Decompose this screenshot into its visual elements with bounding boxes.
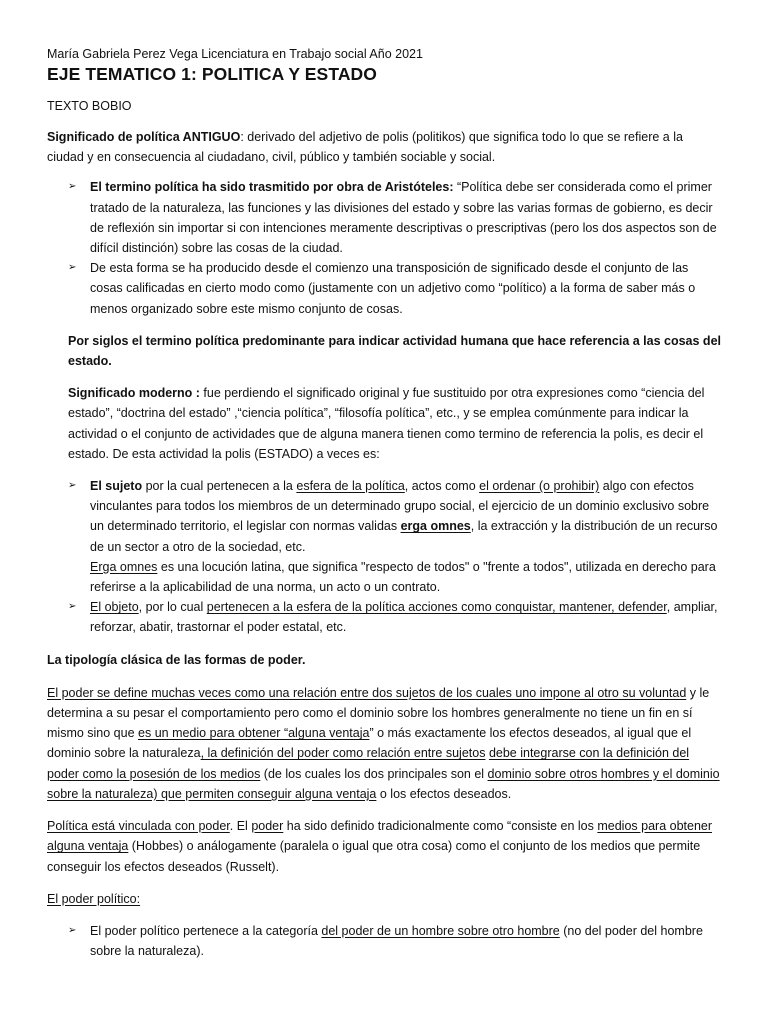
paragraph-antiguo: [47, 127, 723, 167]
vinculada-underline: Política está vinculada con poder: [47, 819, 230, 834]
paragraph-moderno: [47, 383, 723, 464]
objeto-underline: pertenecen a la esfera de la política acciones como conquistar, mantener, defender: [206, 600, 667, 615]
bullet-list-poder-politico: [47, 921, 723, 961]
poder-underline: , la definición del poder como relación entre sujetos: [200, 746, 486, 761]
erga-omnes-term: erga omnes: [400, 519, 471, 534]
poder-text: y le determina a su pesar el comportamiento pero como el dominio sobre los hombres generalmente no tiene un fin en sí mismo sino que: [47, 685, 710, 741]
arrow-bullet-icon: ➢: [68, 601, 77, 613]
paragraph-siglos: [47, 331, 723, 371]
poder-politico-heading: El poder político:: [47, 891, 141, 906]
tipologia-text: La tipología clásica de las formas de poder.: [47, 652, 306, 667]
poder-text: ” o más exactamente los efectos deseados, al igual que el dominio sobre la naturaleza: [47, 726, 692, 761]
heading-poder-politico: [47, 889, 723, 909]
list-item: [68, 258, 723, 319]
vinculada-text: . El: [229, 819, 252, 834]
poder-politico-text: El poder político pertenece a la categoría: [90, 923, 322, 938]
antiguo-text: : derivado del adjetivo de polis (politikos) que significa todo lo que se refiere a la ciudad y en consecuencia al ciudadano, civil, público y también sociable y social.: [47, 130, 683, 165]
poder-text: o los efectos deseados.: [376, 786, 512, 801]
sujeto-text: , actos como: [404, 479, 480, 494]
vinculada-text: ha sido definido tradicionalmente como “consiste en los: [283, 819, 598, 834]
author-line: María Gabriela Perez Vega Licenciatura en Trabajo social Año 2021: [47, 47, 423, 61]
arrow-bullet-icon: ➢: [68, 262, 77, 274]
poder-underline: debe integrarse con la definición del poder como la posesión de los medios: [47, 746, 690, 781]
moderno-text: fue perdiendo el significado original y fue sustituido por otra expresiones como “ciencia del estado”, “doctrina del estado” ,“ciencia política”, “filosofía política”, etc., y se emplea comúnmente para indicar la actividad o el conjunto de actividades que de alguna manera tienen como termino de referencia la polis, es decir el estado. De esta actividad la polis (ESTADO) a veces es:: [68, 386, 705, 461]
list-item: [68, 921, 723, 961]
erga-omnes-definition: es una locución latina, que significa "respecto de todos" o "frente a todos", utilizada en derecho para referirse a la aplicabilidad de una norma, un acto o un contrato.: [90, 559, 716, 595]
objeto-text: , ampliar, reforzar, abatir, trastornar el poder estatal, etc.: [90, 600, 718, 635]
paragraph-vinculada: [47, 816, 723, 877]
poder-politico-underline: del poder de un hombre sobre otro hombre: [321, 923, 560, 938]
bullet-list-aristoteles: [47, 177, 723, 318]
objeto-text: , por lo cual: [138, 600, 207, 615]
sujeto-text: por la cual pertenecen a la: [142, 479, 297, 494]
poder-underline: El poder se define muchas veces como una relación entre dos sujetos de los cuales uno impone al otro su voluntad: [47, 685, 687, 700]
sujeto-underline: esfera de la política: [296, 479, 405, 494]
document-title: EJE TEMATICO 1: POLITICA Y ESTADO: [47, 64, 378, 84]
list-item: [68, 177, 723, 258]
list-item-sujeto: [68, 476, 723, 597]
list-item-text: De esta forma se ha producido desde el comienzo una transposición de significado desde el conjunto de las cosas calificadas en cierto modo como (justamente con un adjetivo como “político) a la forma de saber más o menos organizado sobre este mismo conjunto de cosas.: [90, 261, 696, 316]
text-source: TEXTO BOBIO: [47, 99, 132, 113]
list-item-bold: El termino política ha sido trasmitido por obra de Aristóteles:: [90, 180, 454, 195]
poder-text: (de los cuales los dos principales son el: [260, 766, 488, 781]
sujeto-bold: El sujeto: [90, 479, 143, 494]
arrow-bullet-icon: ➢: [68, 181, 77, 193]
vinculada-underline: poder: [251, 819, 284, 834]
arrow-bullet-icon: ➢: [68, 924, 77, 936]
list-item-text: “Política debe ser considerada como el primer tratado de la naturaleza, las funciones y las divisiones del estado y sobre las varias formas de gobierno, es decir de reflexión sin importar si con intenciones meramente descriptivas o prescriptivas (pero los dos aspectos son de difícil distinción) sobre las cosas de la ciudad.: [90, 180, 717, 256]
antiguo-label: Significado de política ANTIGUO: [47, 130, 241, 144]
paragraph-poder: [47, 683, 723, 804]
erga-omnes-definition-term: Erga omnes: [90, 559, 158, 574]
sujeto-text: , la extracción y la distribución de un recurso de un sector a otro de la sociedad, etc.: [90, 519, 718, 554]
arrow-bullet-icon: ➢: [68, 480, 77, 492]
vinculada-text: (Hobbes) o análogamente (paralela o igual que otra cosa) como el conjunto de los medios que permite conseguir los efectos deseados (Russelt).: [47, 839, 701, 874]
document-content: [47, 46, 723, 961]
poder-underline: es un medio para obtener “alguna ventaja: [138, 726, 370, 741]
vinculada-underline: medios para obtener alguna ventaja: [47, 819, 713, 854]
siglos-text: Por siglos el termino política predominante para indicar actividad humana que hace referencia a las cosas del estado.: [68, 333, 721, 369]
objeto-underline: El objeto: [90, 600, 139, 615]
sujeto-text: algo con efectos vinculantes para todos los miembros de un determinado grupo social, el ejercicio de un dominio exclusivo sobre un determinado territorio, el legislar con normas validas: [90, 479, 710, 534]
sujeto-underline: el ordenar (o prohibir): [479, 479, 600, 494]
bullet-list-estado: [47, 476, 723, 638]
poder-politico-text: (no del poder del hombre sobre la naturaleza).: [90, 923, 703, 959]
moderno-label: Significado moderno :: [68, 386, 200, 401]
list-item-objeto: [68, 597, 723, 637]
poder-underline: dominio sobre otros hombres y el dominio sobre la naturaleza) que permiten conseguir alguna ventaja: [47, 766, 720, 801]
heading-tipologia: [47, 650, 723, 670]
